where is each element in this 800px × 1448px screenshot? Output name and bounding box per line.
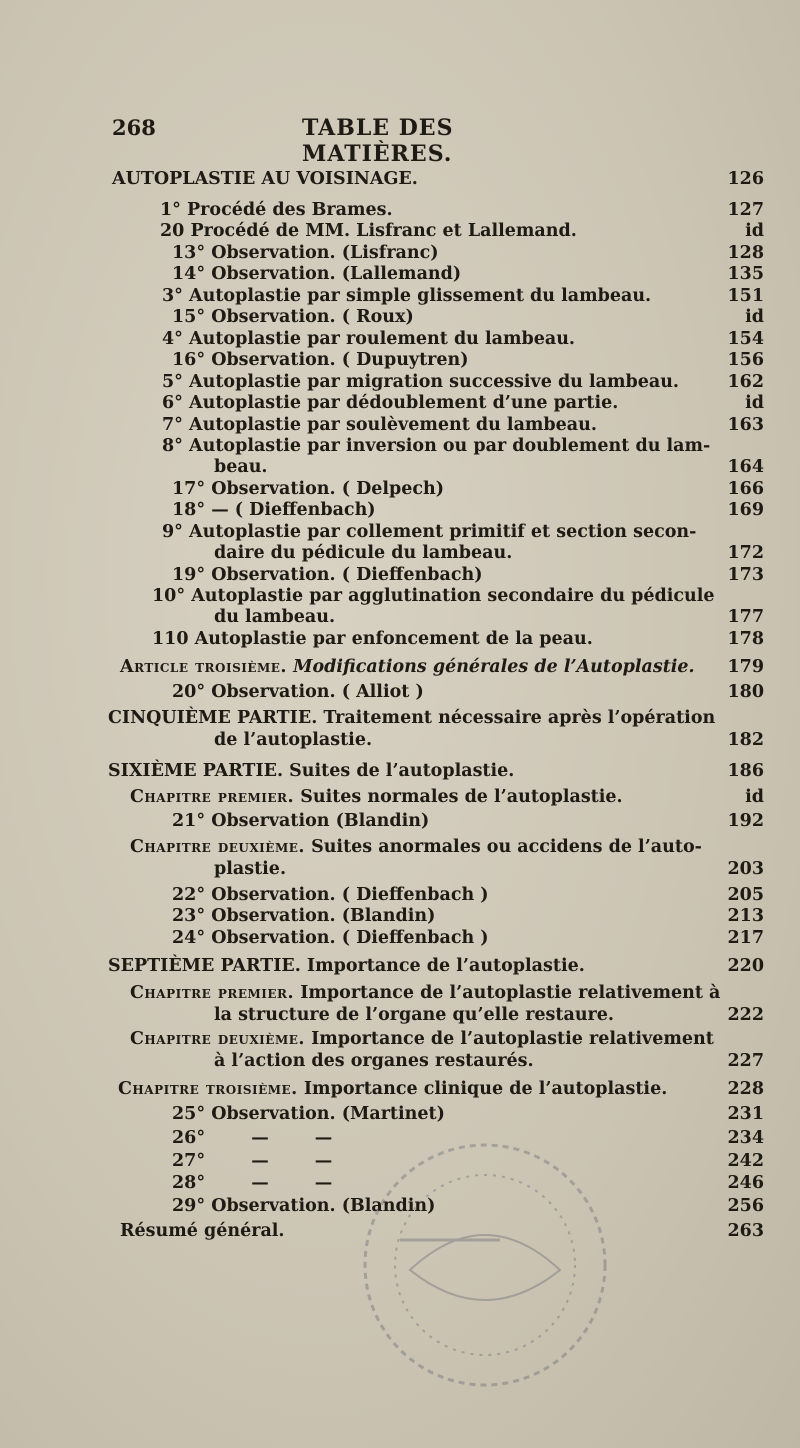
toc-entry: de l’autoplastie. 182 xyxy=(214,730,764,750)
toc-entry: Chapitre troisième. Importance clinique de l’autoplastie. 228 xyxy=(118,1079,764,1099)
toc-entry: 15° Observation. ( Roux) id xyxy=(172,307,764,327)
toc-entry: Chapitre deuxième. Importance de l’autoplastie relativement xyxy=(130,1029,714,1049)
toc-entry: SIXIÈME PARTIE. Suites de l’autoplastie. 186 xyxy=(108,761,764,781)
toc-entry: 13° Observation. (Lisfranc) 128 xyxy=(172,243,764,263)
toc-entry: à l’action des organes restaurés. 227 xyxy=(214,1051,764,1071)
page-title: TABLE DES MATIÈRES. xyxy=(302,115,454,167)
toc-entry: 24° Observation. ( Dieffenbach ) 217 xyxy=(172,928,764,948)
toc-entry: 7° Autoplastie par soulèvement du lambeau. 163 xyxy=(162,415,764,435)
toc-entry: beau. 164 xyxy=(214,457,764,477)
toc-entry: 28° — — 246 xyxy=(172,1173,764,1193)
toc-entry: 6° Autoplastie par dédoublement d’une partie. id xyxy=(162,393,764,413)
toc-entry: Chapitre deuxième. Suites anormales ou accidens de l’auto- xyxy=(130,837,702,857)
page-number: 268 xyxy=(112,115,156,140)
toc-entry: 23° Observation. (Blandin) 213 xyxy=(172,906,764,926)
toc-entry: 4° Autoplastie par roulement du lambeau. 154 xyxy=(162,329,764,349)
toc-entry: 8° Autoplastie par inversion ou par doublement du lam- xyxy=(162,436,711,456)
toc-entry: 21° Observation (Blandin) 192 xyxy=(172,811,764,831)
toc-entry: la structure de l’organe qu’elle restaure. 222 xyxy=(214,1005,764,1025)
toc-entry: 25° Observation. (Martinet) 231 xyxy=(172,1104,764,1124)
toc-entry: Chapitre premier. Suites normales de l’autoplastie. id xyxy=(130,787,764,807)
toc-entry: 20 Procédé de MM. Lisfranc et Lallemand. id xyxy=(160,221,764,241)
toc-entry: 20° Observation. ( Alliot ) 180 xyxy=(172,682,764,702)
page-header xyxy=(112,115,612,167)
toc-entry: 27° — — 242 xyxy=(172,1151,764,1171)
toc-entry: 1° Procédé des Brames. 127 xyxy=(160,200,764,220)
toc-entry: 10° Autoplastie par agglutination secondaire du pédicule xyxy=(152,586,715,606)
toc-entry: 16° Observation. ( Dupuytren) 156 xyxy=(172,350,764,370)
library-stamp xyxy=(340,1120,630,1410)
toc-entry: 18° — ( Dieffenbach) 169 xyxy=(172,500,764,520)
toc-entry: 22° Observation. ( Dieffenbach ) 205 xyxy=(172,885,764,905)
toc-entry: 29° Observation. (Blandin) 256 xyxy=(172,1196,764,1216)
toc-entry: CINQUIÈME PARTIE. Traitement nécessaire après l’opération xyxy=(108,708,716,728)
toc-entry: 9° Autoplastie par collement primitif et section secon- xyxy=(162,522,697,542)
toc-entry: Résumé général. 263 xyxy=(120,1221,764,1241)
toc-entry: SEPTIÈME PARTIE. Importance de l’autoplastie. 220 xyxy=(108,956,764,976)
toc-entry: 14° Observation. (Lallemand) 135 xyxy=(172,264,764,284)
toc-entry: Article troisième. Modifications générales de l’Autoplastie. 179 xyxy=(120,657,764,677)
toc-entry: AUTOPLASTIE AU VOISINAGE. 126 xyxy=(112,169,764,189)
toc-entry: daire du pédicule du lambeau. 172 xyxy=(214,543,764,563)
toc-entry: 19° Observation. ( Dieffenbach) 173 xyxy=(172,565,764,585)
toc-entry: du lambeau. 177 xyxy=(214,607,764,627)
toc-entry: Chapitre premier. Importance de l’autoplastie relativement à xyxy=(130,983,721,1003)
toc-entry: 3° Autoplastie par simple glissement du lambeau. 151 xyxy=(162,286,764,306)
toc-entry: plastie. 203 xyxy=(214,859,764,879)
toc-entry: 110 Autoplastie par enfoncement de la peau. 178 xyxy=(152,629,764,649)
toc-entry: 17° Observation. ( Delpech) 166 xyxy=(172,479,764,499)
toc-entry: 26° — — 234 xyxy=(172,1128,764,1148)
toc-entry: 5° Autoplastie par migration successive du lambeau. 162 xyxy=(162,372,764,392)
